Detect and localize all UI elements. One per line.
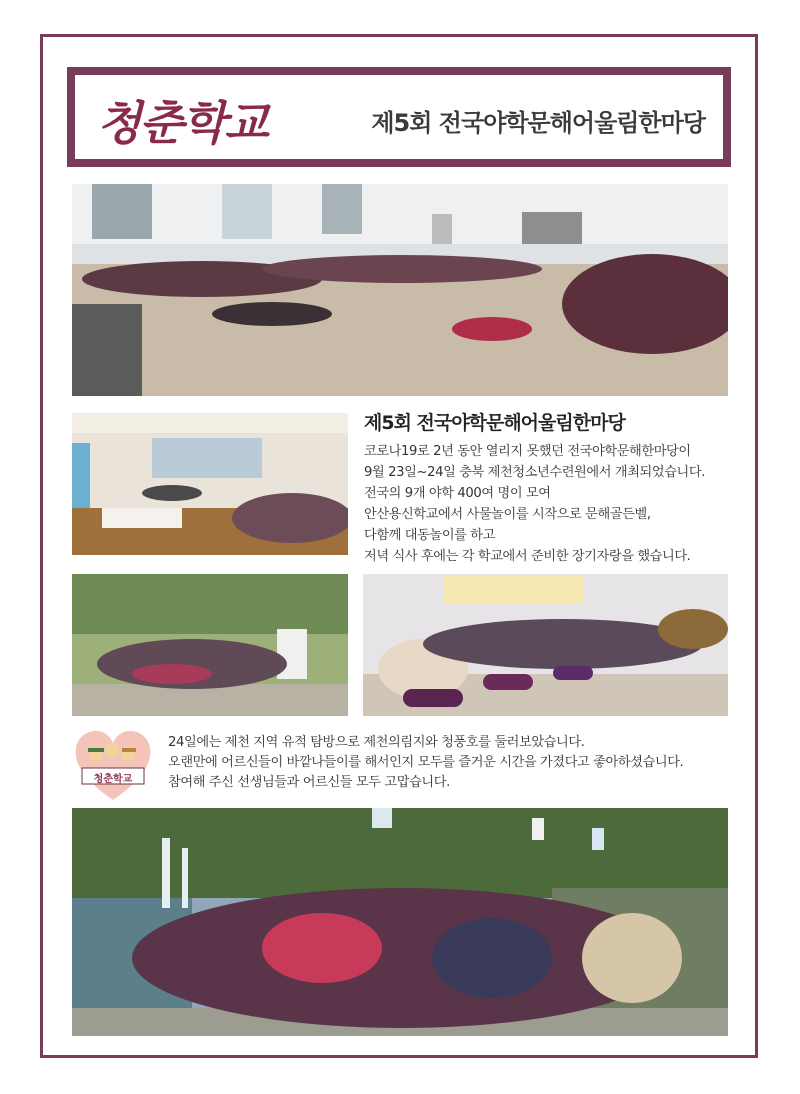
article-line: 9월 23일~24일 충북 제천청소년수련원에서 개최되었습니다. [364,465,706,480]
heart-logo-icon [72,724,154,804]
photo-outdoor-group [72,574,348,716]
article-title: 제5회 전국야학문해어울림한마당 [364,412,625,434]
header-title: 제5회 전국야학문해어울림한마당 [371,109,705,137]
article [364,408,734,567]
note-line: 참여해 주신 선생님들과 어르신들 모두 고맙습니다. [168,775,450,790]
photo-dining-hall [72,413,348,555]
note-line: 24일에는 제천 지역 유적 탐방으로 제천의림지와 청풍호를 둘러보았습니다. [168,735,585,750]
article-line: 코로나19로 2년 동안 열리지 못했던 전국야학문해한마당이 [364,444,691,459]
article-line: 전국의 9개 야학 400여 명이 모여 [364,486,551,501]
article-line: 다함께 대동놀이를 하고 [364,528,495,543]
photo-gym-event [72,184,728,396]
photo-classroom-banner [363,574,728,716]
logo-text: 청춘학교 [97,96,267,150]
article-line: 저녁 식사 후에는 각 학교에서 준비한 장기자랑을 했습니다. [364,549,691,564]
heart-logo-text: 청춘학교 [93,774,133,785]
photo-lake-group [72,808,728,1036]
note-line: 오랜만에 어르신들이 바깥나들이를 해서인지 모두를 즐거운 시간을 가졌다고 좋아하셨습니다. [168,755,684,770]
closing-note [168,733,738,793]
header-banner [67,67,731,167]
article-line: 안산용신학교에서 사물놀이를 시작으로 문해골든벨, [364,507,651,522]
